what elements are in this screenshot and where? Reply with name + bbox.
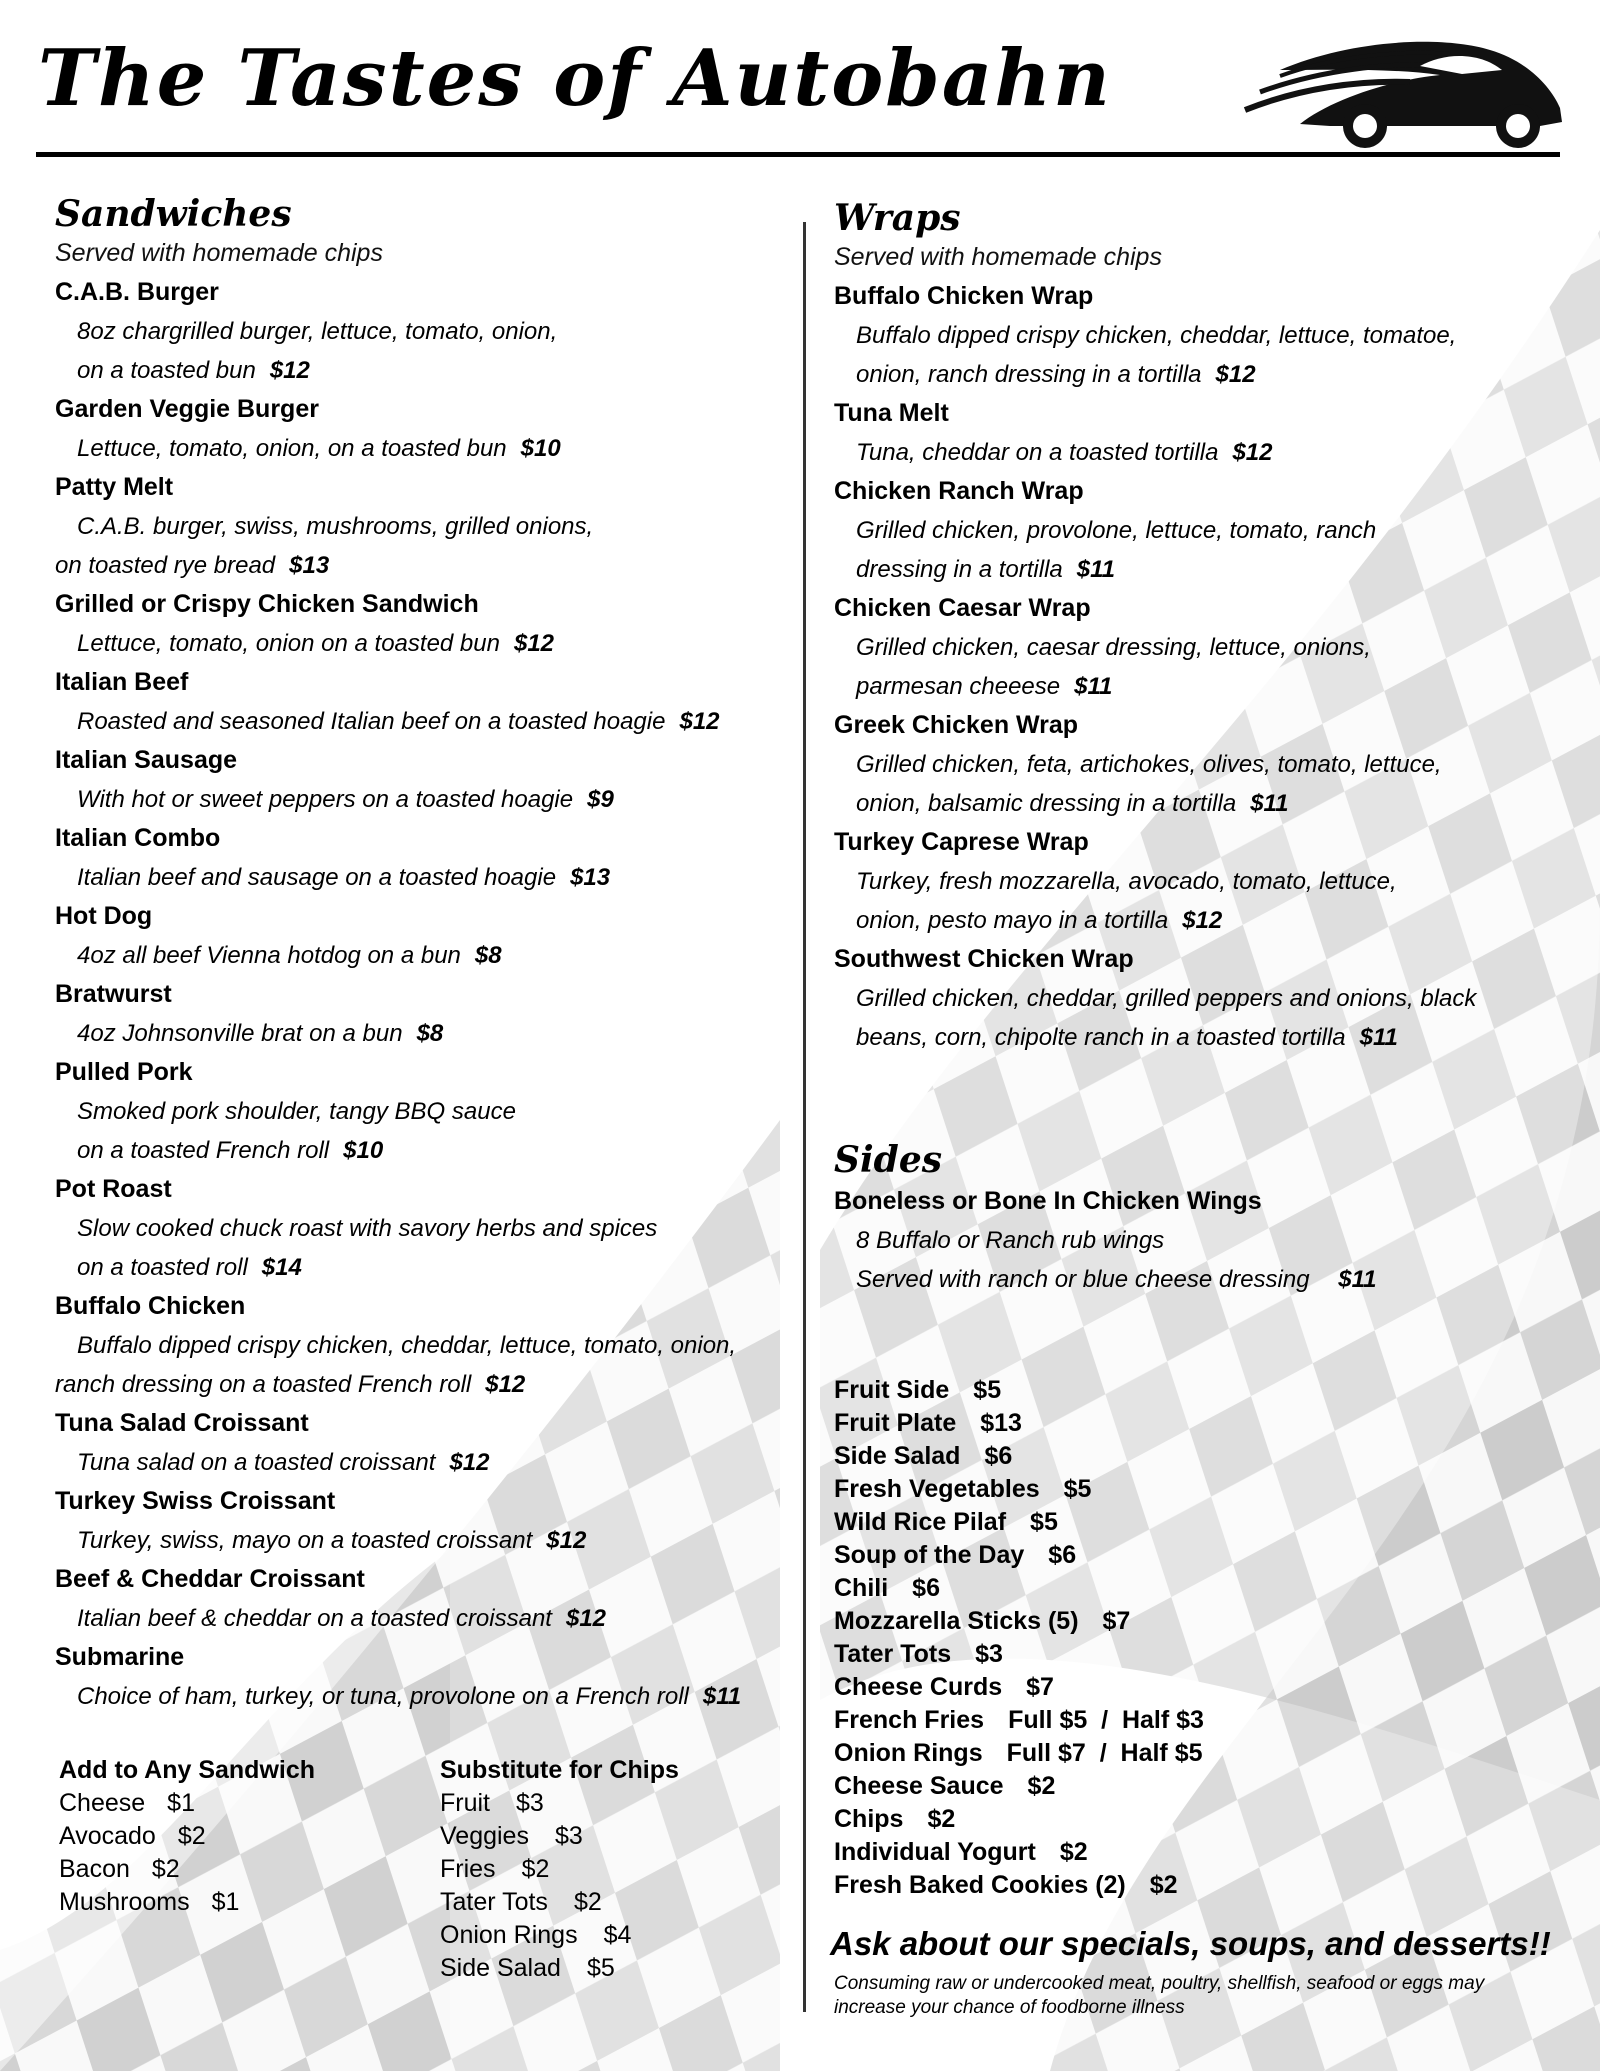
side-row — [834, 1473, 1574, 1506]
side-row — [834, 1671, 1574, 1704]
description-text: Roasted and seasoned Italian beef on a toasted hoagie — [77, 708, 666, 735]
item-price: $11 — [1250, 790, 1289, 817]
side-price: $2 — [1059, 1838, 1088, 1866]
sandwich-item — [55, 390, 795, 468]
side-row — [834, 1803, 1574, 1836]
item-price: $14 — [261, 1254, 302, 1281]
sandwich-name: C.A.B. Burger — [55, 278, 219, 306]
wrap-item — [834, 472, 1574, 589]
side-name: Fresh Vegetables — [834, 1475, 1040, 1503]
sandwich-description — [55, 1365, 795, 1404]
wrap-item — [834, 394, 1574, 472]
description-text: on a toasted roll — [77, 1254, 248, 1281]
food-safety-disclaimer: Consuming raw or undercooked meat, poultry, shellfish, seafood or eggs may increase your chance of foodborne illness — [834, 1973, 1485, 2018]
side-price: $3 — [975, 1640, 1003, 1668]
sandwich-list — [55, 273, 795, 1716]
item-price: $13 — [570, 864, 611, 891]
side-price: $2 — [1149, 1871, 1178, 1899]
sandwich-name: Italian Sausage — [55, 746, 238, 774]
sandwich-name: Patty Melt — [55, 473, 174, 501]
sandwiches-section — [55, 193, 795, 1716]
side-row — [834, 1770, 1574, 1803]
substitute-name: Onion Rings — [440, 1921, 578, 1949]
substitute-price: $3 — [516, 1789, 544, 1817]
item-price: $8 — [416, 1020, 444, 1047]
add-on-price: $2 — [177, 1822, 206, 1850]
side-name: Wild Rice Pilaf — [834, 1508, 1007, 1536]
side-name: Chili — [834, 1574, 889, 1602]
side-price: Full $5 / Half $3 — [1008, 1706, 1204, 1734]
sides-heading: Sides — [834, 1139, 943, 1181]
side-row — [834, 1539, 1574, 1572]
side-name: Onion Rings — [834, 1739, 983, 1767]
sandwich-item — [55, 1404, 795, 1482]
sandwich-name: Beef & Cheddar Croissant — [55, 1565, 365, 1593]
sandwiches-note: Served with homemade chips — [55, 239, 383, 267]
side-row — [834, 1836, 1574, 1869]
item-price: $12 — [449, 1449, 490, 1476]
sandwich-item — [55, 897, 795, 975]
add-ons-list — [59, 1787, 389, 1919]
wrap-description — [834, 745, 1574, 784]
side-name: Tater Tots — [834, 1640, 952, 1668]
item-price: $11 — [1076, 556, 1116, 583]
side-row — [834, 1374, 1574, 1407]
wrap-description — [834, 979, 1574, 1018]
description-text: parmesan cheeese — [856, 673, 1061, 700]
sandwich-item — [55, 1287, 795, 1404]
item-price: $10 — [343, 1137, 384, 1164]
item-price: $13 — [289, 552, 330, 579]
description-text: 4oz all beef Vienna hotdog on a bun — [77, 942, 461, 969]
item-price: $8 — [474, 942, 502, 969]
sandwich-item — [55, 663, 795, 741]
sandwich-item — [55, 1170, 795, 1287]
sides-list-section — [834, 1374, 1574, 1902]
side-name: Fresh Baked Cookies (2) — [834, 1871, 1126, 1899]
side-price: $5 — [973, 1376, 1002, 1404]
description-text: on toasted rye bread — [55, 552, 276, 579]
wrap-list — [834, 277, 1574, 1057]
description-text: Italian beef & cheddar on a toasted croissant — [77, 1605, 552, 1632]
side-name: Mozzarella Sticks (5) — [834, 1607, 1079, 1635]
description-text: Slow cooked chuck roast with savory herbs and spices — [77, 1215, 658, 1242]
side-name: French Fries — [834, 1706, 985, 1734]
description-text: Turkey, fresh mozzarella, avocado, tomato, lettuce, — [856, 868, 1397, 895]
add-on-name: Avocado — [59, 1822, 156, 1850]
wrap-description — [834, 784, 1574, 823]
sandwich-description — [55, 429, 795, 468]
description-text: dressing in a tortilla — [856, 556, 1063, 583]
description-text: Choice of ham, turkey, or tuna, provolone on a French roll — [77, 1683, 689, 1710]
item-price: $9 — [587, 786, 614, 813]
description-text: onion, ranch dressing in a tortilla — [856, 361, 1202, 388]
sandwich-item — [55, 273, 795, 390]
substitute-price: $2 — [573, 1888, 602, 1916]
sandwich-description — [55, 624, 795, 663]
description-text: Grilled chicken, cheddar, grilled peppers and onions, black — [856, 985, 1477, 1012]
sandwich-item — [55, 1053, 795, 1170]
description-text: 4oz Johnsonville brat on a bun — [77, 1020, 403, 1047]
side-name: Chips — [834, 1805, 904, 1833]
sides-section — [834, 1139, 1574, 1299]
sandwich-description — [55, 1131, 795, 1170]
sandwich-item — [55, 1482, 795, 1560]
wings-price: $11 — [1338, 1266, 1377, 1293]
item-price: $12 — [679, 708, 720, 735]
substitute-name: Side Salad — [440, 1954, 561, 1982]
add-on-price: $1 — [167, 1789, 195, 1817]
wrap-description — [834, 511, 1574, 550]
substitute-name: Fruit — [440, 1789, 490, 1817]
substitute-price: $2 — [521, 1855, 550, 1883]
wrap-description — [834, 667, 1574, 706]
sandwich-item — [55, 975, 795, 1053]
add-on-row — [59, 1886, 389, 1919]
item-price: $11 — [1074, 673, 1113, 700]
wrap-name: Tuna Melt — [834, 399, 949, 427]
sandwich-name: Turkey Swiss Croissant — [55, 1487, 336, 1515]
wrap-name: Southwest Chicken Wrap — [834, 945, 1134, 973]
sandwich-item — [55, 741, 795, 819]
sandwich-description — [55, 702, 795, 741]
item-price: $12 — [546, 1527, 587, 1554]
sandwich-description — [55, 1521, 795, 1560]
side-row — [834, 1440, 1574, 1473]
side-price: $5 — [1030, 1508, 1058, 1536]
description-text: Tuna, cheddar on a toasted tortilla — [856, 439, 1219, 466]
sandwich-description — [55, 1443, 795, 1482]
side-name: Side Salad — [834, 1442, 961, 1470]
substitutes-heading: Substitute for Chips — [440, 1756, 679, 1784]
side-price: $6 — [912, 1574, 940, 1602]
description-text: Smoked pork shoulder, tangy BBQ sauce — [77, 1098, 516, 1125]
sides-list — [834, 1374, 1574, 1902]
side-row — [834, 1704, 1574, 1737]
add-on-price: $2 — [151, 1855, 180, 1883]
sandwich-name: Grilled or Crispy Chicken Sandwich — [55, 590, 479, 618]
wrap-item — [834, 589, 1574, 706]
sandwich-name: Submarine — [55, 1643, 185, 1671]
side-row — [834, 1506, 1574, 1539]
sandwich-description — [55, 1209, 795, 1248]
substitute-name: Tater Tots — [440, 1888, 548, 1916]
sandwich-description — [55, 1326, 795, 1365]
sandwich-item — [55, 1638, 795, 1716]
description-text: C.A.B. burger, swiss, mushrooms, grilled onions, — [77, 513, 594, 540]
side-price: $2 — [927, 1805, 956, 1833]
add-on-name: Cheese — [59, 1789, 146, 1817]
side-row — [834, 1605, 1574, 1638]
substitute-name: Veggies — [440, 1822, 529, 1850]
item-price: $10 — [520, 435, 561, 462]
wrap-name: Buffalo Chicken Wrap — [834, 282, 1094, 310]
description-text: Grilled chicken, caesar dressing, lettuce, onions, — [856, 634, 1371, 661]
add-on-price: $1 — [211, 1888, 240, 1916]
item-price: $11 — [702, 1683, 742, 1710]
description-text: With hot or sweet peppers on a toasted hoagie — [77, 786, 574, 813]
description-text: Grilled chicken, feta, artichokes, olives, tomato, lettuce, — [856, 751, 1442, 778]
sandwich-description — [55, 1677, 795, 1716]
sandwich-description — [55, 1599, 795, 1638]
description-text: onion, balsamic dressing in a tortilla — [856, 790, 1237, 817]
side-price: $7 — [1102, 1607, 1131, 1635]
description-text: Buffalo dipped crispy chicken, cheddar, lettuce, tomato, onion, — [77, 1332, 737, 1359]
sandwich-item — [55, 468, 795, 585]
sandwich-name: Hot Dog — [55, 902, 153, 930]
add-on-row — [59, 1787, 389, 1820]
wraps-section — [834, 197, 1574, 1057]
substitute-row — [440, 1853, 780, 1886]
side-row — [834, 1737, 1574, 1770]
side-price: Full $7 / Half $5 — [1006, 1739, 1203, 1767]
sandwich-description — [55, 780, 795, 819]
sandwich-name: Italian Beef — [55, 668, 189, 696]
wrap-description — [834, 433, 1574, 472]
add-ons-section — [59, 1754, 389, 1919]
sandwich-description — [55, 546, 795, 585]
description-text: Lettuce, tomato, onion, on a toasted bun — [77, 435, 507, 462]
sandwich-item — [55, 819, 795, 897]
substitute-row — [440, 1886, 780, 1919]
side-name: Individual Yogurt — [834, 1838, 1036, 1866]
add-ons-heading: Add to Any Sandwich — [59, 1756, 316, 1784]
sandwich-description — [55, 312, 795, 351]
wrap-description — [834, 316, 1574, 355]
wrap-item — [834, 823, 1574, 940]
side-name: Fruit Side — [834, 1376, 950, 1404]
sandwiches-heading: Sandwiches — [55, 193, 292, 235]
wraps-note: Served with homemade chips — [834, 243, 1162, 271]
description-text: beans, corn, chipolte ranch in a toasted tortilla — [856, 1024, 1346, 1051]
description-text: Grilled chicken, provolone, lettuce, tomato, ranch — [856, 517, 1377, 544]
wrap-item — [834, 940, 1574, 1057]
substitutes-list — [440, 1787, 780, 1985]
wrap-item — [834, 706, 1574, 823]
substitute-price: $4 — [603, 1921, 632, 1949]
side-price: $5 — [1063, 1475, 1092, 1503]
wrap-description — [834, 901, 1574, 940]
sandwich-name: Pot Roast — [55, 1175, 172, 1203]
side-price: $6 — [1048, 1541, 1077, 1569]
wrap-description — [834, 862, 1574, 901]
description-text: Italian beef and sausage on a toasted hoagie — [77, 864, 557, 891]
item-price: $12 — [565, 1605, 607, 1632]
sandwich-item — [55, 1560, 795, 1638]
wings-desc-1: 8 Buffalo or Ranch rub wings — [856, 1227, 1165, 1254]
sandwich-name: Buffalo Chicken — [55, 1292, 246, 1320]
side-name: Cheese Sauce — [834, 1772, 1004, 1800]
description-text: ranch dressing on a toasted French roll — [55, 1371, 472, 1398]
wrap-description — [834, 628, 1574, 667]
substitutes-section — [440, 1754, 780, 1985]
side-row — [834, 1869, 1574, 1902]
item-price: $12 — [1182, 907, 1223, 934]
description-text: on a toasted bun — [77, 357, 256, 384]
add-on-row — [59, 1820, 389, 1853]
wrap-name: Chicken Caesar Wrap — [834, 594, 1091, 622]
wrap-item — [834, 277, 1574, 394]
sandwich-description — [55, 507, 795, 546]
side-name: Soup of the Day — [834, 1541, 1025, 1569]
wrap-description — [834, 550, 1574, 589]
wings-desc-text: Served with ranch or blue cheese dressing — [856, 1266, 1310, 1293]
description-text: Lettuce, tomato, onion on a toasted bun — [77, 630, 500, 657]
side-price: $2 — [1027, 1772, 1056, 1800]
item-price: $11 — [1359, 1024, 1398, 1051]
sandwich-name: Pulled Pork — [55, 1058, 193, 1086]
item-price: $12 — [1232, 439, 1273, 466]
substitute-row — [440, 1919, 780, 1952]
side-name: Fruit Plate — [834, 1409, 957, 1437]
sandwich-description — [55, 858, 795, 897]
substitute-price: $3 — [554, 1822, 583, 1850]
wrap-description — [834, 355, 1574, 394]
item-price: $12 — [485, 1371, 526, 1398]
description-text: 8oz chargrilled burger, lettuce, tomato, onion, — [77, 318, 558, 345]
side-price: $13 — [980, 1409, 1022, 1437]
sandwich-name: Tuna Salad Croissant — [55, 1409, 309, 1437]
substitute-row — [440, 1787, 780, 1820]
substitute-row — [440, 1820, 780, 1853]
description-text: Buffalo dipped crispy chicken, cheddar, lettuce, tomatoe, — [856, 322, 1457, 349]
sandwich-description — [55, 1014, 795, 1053]
sandwich-name: Italian Combo — [55, 824, 221, 852]
wrap-name: Greek Chicken Wrap — [834, 711, 1079, 739]
description-text: Turkey, swiss, mayo on a toasted croissant — [77, 1527, 533, 1554]
add-on-name: Bacon — [59, 1855, 130, 1883]
sandwich-name: Bratwurst — [55, 980, 172, 1008]
item-price: $12 — [1215, 361, 1256, 388]
title-divider — [36, 152, 1560, 157]
side-row — [834, 1638, 1574, 1671]
wrap-name: Chicken Ranch Wrap — [834, 477, 1084, 505]
sandwich-name: Garden Veggie Burger — [55, 395, 319, 423]
specials-callout: Ask about our specials, soups, and desserts!! — [830, 1925, 1551, 1962]
side-row — [834, 1572, 1574, 1605]
wings-name: Boneless or Bone In Chicken Wings — [834, 1187, 1262, 1215]
side-row — [834, 1407, 1574, 1440]
substitute-price: $5 — [586, 1954, 615, 1982]
description-text: Tuna salad on a toasted croissant — [77, 1449, 436, 1476]
item-price: $12 — [513, 630, 555, 657]
column-divider — [803, 222, 806, 2012]
side-price: $6 — [984, 1442, 1013, 1470]
wrap-name: Turkey Caprese Wrap — [834, 828, 1089, 856]
substitute-row — [440, 1952, 780, 1985]
menu-title: The Tastes of Autobahn — [38, 33, 1112, 124]
item-price: $12 — [269, 357, 310, 384]
wrap-description — [834, 1018, 1574, 1057]
side-price: $7 — [1026, 1673, 1054, 1701]
wraps-heading: Wraps — [834, 197, 961, 239]
add-on-name: Mushrooms — [59, 1888, 190, 1916]
add-on-row — [59, 1853, 389, 1886]
race-car-icon — [1240, 30, 1570, 150]
side-name: Cheese Curds — [834, 1673, 1003, 1701]
description-text: on a toasted French roll — [77, 1137, 330, 1164]
substitute-name: Fries — [440, 1855, 496, 1883]
sandwich-description — [55, 1092, 795, 1131]
sandwich-item — [55, 585, 795, 663]
sandwich-description — [55, 351, 795, 390]
sandwich-description — [55, 936, 795, 975]
sandwich-description — [55, 1248, 795, 1287]
wings-desc-2 — [834, 1260, 1574, 1299]
description-text: onion, pesto mayo in a tortilla — [856, 907, 1169, 934]
